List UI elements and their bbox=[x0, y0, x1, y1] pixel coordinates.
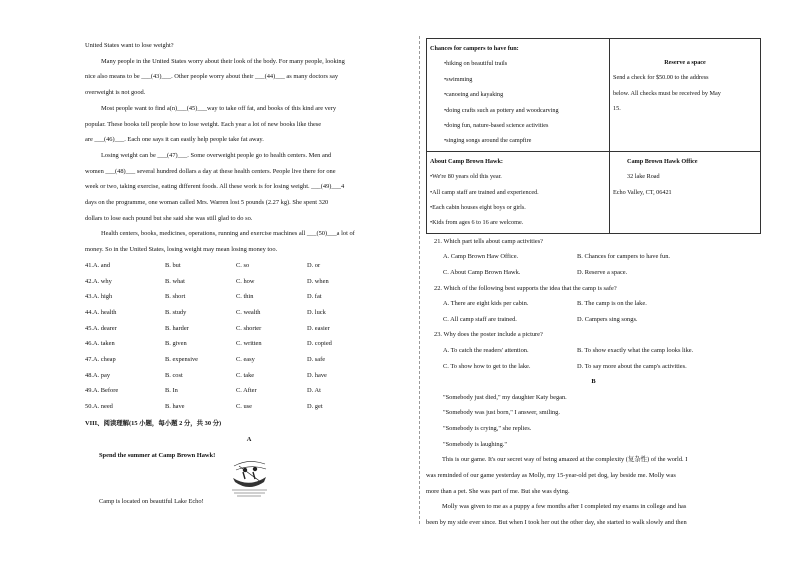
option: 45.A. dearer bbox=[85, 324, 117, 332]
option: C. how bbox=[236, 277, 255, 285]
office-cell bbox=[610, 151, 761, 233]
chance-item: •swimming bbox=[444, 75, 473, 83]
passage-line: "Somebody just died," my daughter Katy began. bbox=[443, 393, 567, 401]
about-item: •Each cabin houses eight boys or girls. bbox=[430, 204, 526, 212]
option: 49.A. Before bbox=[85, 387, 119, 395]
passage-line: week or two, taking exercise, eating different foods. All these work is for losing weight. ___(49)___4 bbox=[85, 183, 345, 191]
about-item: •We're 80 years old this year. bbox=[430, 173, 502, 181]
option: B. given bbox=[165, 340, 187, 348]
left-column bbox=[85, 38, 413, 509]
option: C. written bbox=[236, 340, 262, 348]
option: B. short bbox=[165, 293, 186, 301]
poster-title: Spend the summer at Camp Brown Hawk! bbox=[99, 451, 216, 459]
option: D. safe bbox=[307, 356, 326, 364]
chances-title: Chances for campers to have fun: bbox=[430, 45, 519, 52]
passage-line: "Somebody was just born," I answer, smiling. bbox=[443, 409, 560, 417]
options-grid bbox=[85, 258, 413, 415]
poster-location: Camp is located on beautiful Lake Echo! bbox=[99, 497, 204, 505]
answer-option: D. Reserve a space. bbox=[577, 269, 628, 277]
about-title: About Camp Brown Hawk: bbox=[430, 157, 503, 165]
question: 23. Why does the poster include a picture? bbox=[434, 331, 543, 339]
option: 43.A. high bbox=[85, 293, 113, 301]
answer-option: A. There are eight kids per cabin. bbox=[443, 300, 529, 308]
option: C. thin bbox=[236, 293, 254, 301]
passage-line: money. So in the United States, losing weight may mean losing money too. bbox=[85, 246, 278, 254]
option: D. luck bbox=[307, 308, 326, 316]
option: B. expensive bbox=[165, 356, 199, 364]
camp-poster-table bbox=[426, 38, 761, 234]
option: C. so bbox=[236, 261, 250, 269]
canoe-picture bbox=[231, 448, 268, 498]
passage-label: A bbox=[246, 435, 252, 443]
option: C. shorter bbox=[236, 324, 262, 332]
option: 47.A. cheap bbox=[85, 356, 116, 364]
answer-option: A. To catch the readers' attention. bbox=[443, 347, 529, 355]
option: B. but bbox=[165, 261, 181, 269]
reserve-line: 15. bbox=[613, 105, 621, 113]
option: D. At bbox=[307, 387, 321, 395]
reserve-line: below. All checks must be received by May bbox=[613, 89, 721, 97]
reserve-line: Send a check for $50.00 to the address bbox=[613, 74, 709, 82]
option: 50.A. need bbox=[85, 403, 113, 411]
option: 42.A. why bbox=[85, 277, 112, 285]
answer-option: C. To show how to get to the lake. bbox=[443, 362, 531, 370]
section-heading: VIII、阅读理解(15 小题，每小题 2 分，共 30 分) bbox=[85, 419, 222, 427]
option: C. After bbox=[236, 387, 257, 395]
option: B. study bbox=[165, 308, 187, 316]
question: 22. Which of the following best supports the idea that the camp is safe? bbox=[434, 284, 617, 292]
option: D. or bbox=[307, 261, 321, 269]
passage-line: nice also means to be ___(43)___. Other people worry about their ___(44)___ as many doctors say bbox=[85, 73, 339, 81]
answer-option: B. To show exactly what the camp looks like. bbox=[577, 347, 694, 355]
about-item: •Kids from ages 6 to 16 are welcome. bbox=[430, 219, 524, 227]
option: 46.A. taken bbox=[85, 340, 115, 348]
passage-line: Molly was given to me as a puppy a few months after I completed my exams in college and has bbox=[442, 503, 687, 511]
passage-line: Many people in the United States worry about their look of the body. For many people, looking bbox=[101, 57, 345, 65]
option: 41.A. and bbox=[85, 261, 111, 269]
chance-item: •doing fun, nature-based science activities bbox=[444, 122, 549, 130]
passage-line: overweight is not good. bbox=[85, 89, 146, 97]
passage-line: Health centers, books, medicines, operations, running and exercise machines all ___(50)___a lot of bbox=[101, 230, 355, 238]
chance-item: •doing crafts such as pottery and woodcarving bbox=[444, 106, 559, 114]
about-cell bbox=[427, 151, 610, 233]
option: D. when bbox=[307, 277, 329, 285]
answer-option: A. Camp Brown Haw Office. bbox=[443, 253, 519, 261]
chances-cell bbox=[427, 39, 610, 152]
right-column bbox=[426, 38, 761, 531]
passage-line: Most people want to find a(n)___(45)___way to take off fat, and books of this kind are very bbox=[101, 104, 337, 112]
about-item: •All camp staff are trained and experienced. bbox=[430, 188, 539, 196]
answer-option: D. Campers sing songs. bbox=[577, 315, 638, 323]
answer-option: C. All camp staff are trained. bbox=[443, 315, 517, 323]
answer-option: C. About Camp Brown Hawk. bbox=[443, 269, 521, 277]
passage-line: "Somebody is laughing." bbox=[443, 440, 507, 448]
office-line: Echo Valley, CT, 06421 bbox=[613, 188, 672, 196]
office-line: 32 lake Road bbox=[627, 173, 660, 181]
reserve-cell bbox=[610, 39, 761, 152]
passage-line: dollars to lose each pound but she said she was still glad to do so. bbox=[85, 214, 253, 222]
passage-line: This is our game. It's our secret way of being amazed at the complexity (复杂性) of the world. I bbox=[442, 456, 688, 464]
passage-line: days on the programme, one woman called Mrs. Warren lost 5 pounds (2.27 kg). She spent 320 bbox=[85, 199, 329, 207]
option: B. have bbox=[165, 403, 185, 411]
option: B. In bbox=[165, 387, 178, 395]
option: 48.A. pay bbox=[85, 371, 111, 379]
passage-line: women ___(48)___ several hundred dollars a day at these health centers. People live there for one bbox=[85, 167, 336, 175]
option: D. have bbox=[307, 371, 327, 379]
answer-option: D. To say more about the camp's activities. bbox=[577, 362, 687, 370]
option: C. use bbox=[236, 403, 252, 411]
passage-line: are ___(46)___. Each one says it can easily help people take fat away. bbox=[85, 136, 264, 144]
option: D. copied bbox=[307, 340, 332, 348]
option: B. cost bbox=[165, 371, 183, 379]
passage-line: more than a pet. She was part of me. But she was dying. bbox=[426, 487, 570, 495]
answer-option: B. The camp is on the lake. bbox=[577, 300, 647, 308]
option: C. wealth bbox=[236, 308, 261, 316]
passage-line: Losing weight can be ___(47)___. Some overweight people go to health centers. Men and bbox=[101, 151, 332, 159]
column-divider bbox=[419, 36, 420, 524]
reserve-title: Reserve a space bbox=[664, 59, 706, 66]
passage-line: was reminded of our game yesterday as Molly, my 15-year-old pet dog, lay beside me. Molly was bbox=[426, 471, 676, 479]
chance-item: •canoeing and kayaking bbox=[444, 91, 504, 99]
option: 44.A. health bbox=[85, 308, 117, 316]
chance-item: •singing songs around the campfire bbox=[444, 137, 532, 145]
option: D. fat bbox=[307, 293, 322, 301]
passage-label: B bbox=[591, 378, 596, 386]
office-title: Camp Brown Hawk Office bbox=[627, 157, 698, 165]
chance-item: •hiking on beautiful trails bbox=[444, 60, 508, 68]
option: C. easy bbox=[236, 356, 255, 364]
option: C. take bbox=[236, 371, 255, 379]
option: D. easier bbox=[307, 324, 330, 332]
passage-line: popular. These books tell people how to lose weight. Each year a lot of new books like these bbox=[85, 120, 322, 128]
option: D. get bbox=[307, 403, 323, 411]
option: B. harder bbox=[165, 324, 189, 332]
answer-option: B. Chances for campers to have fun. bbox=[577, 253, 670, 261]
question: 21. Which part tells about camp activities? bbox=[434, 237, 544, 245]
passage-line: United States want to lose weight? bbox=[85, 42, 174, 49]
passage-line: been by my side ever since. But when I took her out the other day, she started to walk slowly and then bbox=[426, 519, 687, 526]
option: B. what bbox=[165, 277, 185, 285]
passage-line: "Somebody is crying," she replies. bbox=[443, 425, 532, 432]
